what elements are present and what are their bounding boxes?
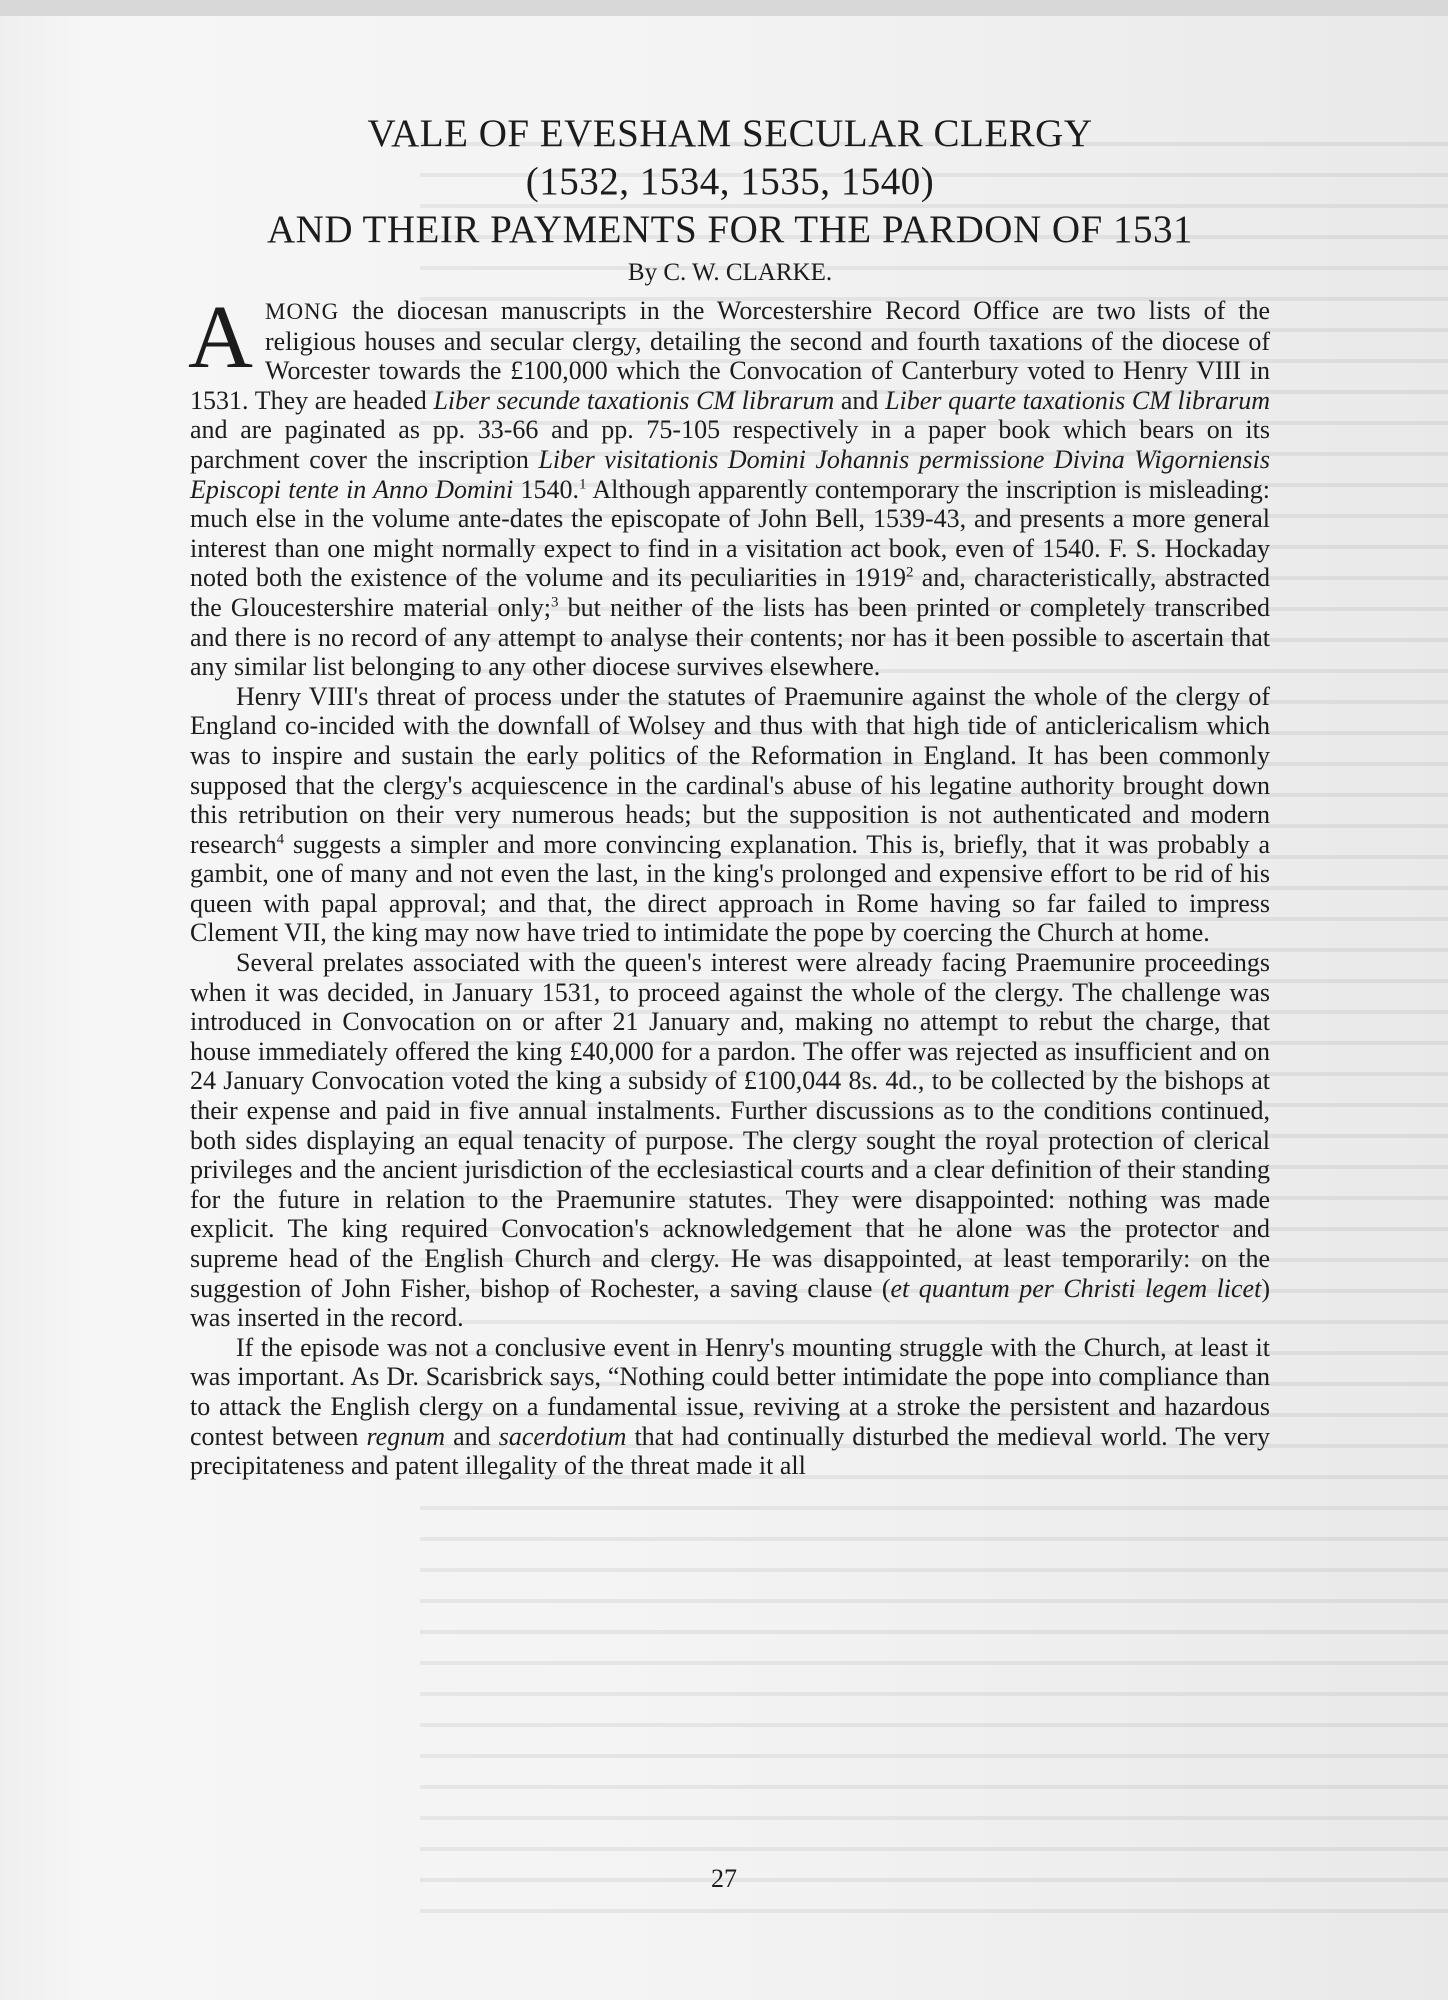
footnote-ref: 1 <box>579 475 587 492</box>
text: Henry VIII's threat of process under the statutes of Praemunire against the whole of the clergy of England co-incided with the downfall of Wolsey and thus with that high tide of anticlericalism which was to inspire and sustain the early politics of the Reformation in England. It has been commonly supposed that the clergy's acquiescence in the cardinal's abuse of his legatine authority brought down this retribution on their very numerous heads; but the supposition is not authenticated and modern research <box>190 681 1270 859</box>
scan-top-edge <box>0 0 1448 16</box>
paragraph-4 <box>190 1333 1270 1481</box>
article-title-line-2: (1532, 1534, 1535, 1540) <box>525 160 935 203</box>
text: and <box>834 385 886 415</box>
latin-title: Liber secunde taxationis CM librarum <box>433 385 835 415</box>
latin-phrase: et quantum per Christi legem licet <box>890 1273 1262 1303</box>
text: that had continually disturbed the medieval world. The very precipitateness and patent illegality of the threat made it all <box>190 1421 1271 1481</box>
text: and, characteristically, abstracted the Gloucestershire material only; <box>190 563 1270 622</box>
article-body <box>188 288 1271 1481</box>
text: If the episode was not a conclusive event in Henry's mounting struggle with the Church, at least it was important. As Dr. Scarisbrick says, “Nothing could better intimidate the pope into compliance than to attack the English clergy on a fundamental issue, reviving at a stroke the persistent and hazardous contest between <box>190 1332 1270 1451</box>
latin-inscription: Liber visitationis Domini Johannis permissione Divina Wigorniensis Episcopi tente in Anno Domini <box>190 444 1270 504</box>
drop-cap: A <box>188 288 253 387</box>
article-title-line-1: VALE OF EVESHAM SECULAR CLERGY <box>367 112 1093 155</box>
text: Several prelates associated with the queen's interest were already facing Praemunire proceedings when it was decided, in January 1531, to proceed against the whole of the clergy. The challenge was introduced in Convocation on or after 21 January and, making no attempt to rebut the charge, that house immediately offered the king £40,000 for a pardon. The offer was rejected as insufficient and on 24 January Convocation voted the king a subsidy of £100,044 8s. 4d., to be collected by the bishops at their expense and paid in five annual instalments. Further discussions as to the conditions continued, both sides displaying an equal tenacity of purpose. The clergy sought the royal protection of clerical privileges and the ancient jurisdiction of the ecclesiastical courts and a clear definition of their standing for the future in relation to the Praemunire statutes. They were disappointed: nothing was made explicit. The king required Convocation's acknowledgement that he alone was the protector and supreme head of the English Church and clergy. He was disappointed, at least temporarily: on the suggestion of John Fisher, bishop of Rochester, a saving clause ( <box>190 948 1270 1303</box>
text: the diocesan manuscripts in the Worcestershire Record Office are two lists of the religious houses and secular clergy, detailing the second and fourth taxations of the diocese of Worcester towards the £100,000 which the Convocation of Canterbury voted to Henry VIII in 1531. They are headed <box>190 296 1270 415</box>
latin-term: sacerdotium <box>498 1421 627 1451</box>
latin-title: Liber quarte taxationis CM librarum <box>885 385 1270 415</box>
paragraph-1 <box>188 288 1271 682</box>
article-title-line-3: AND THEIR PAYMENTS FOR THE PARDON OF 1531 <box>267 208 1193 251</box>
byline: By C. W. CLARKE. <box>627 259 833 286</box>
latin-term: regnum <box>366 1421 445 1451</box>
lead-word: MONG <box>265 299 340 324</box>
footnote-ref: 2 <box>905 564 914 581</box>
text: and <box>444 1421 499 1451</box>
paragraph-3 <box>190 948 1270 1333</box>
text: Although apparently contemporary the inscription is misleading: much else in the volume ante-dates the episcopate of John Bell, 1539-43, and presents a more general interest than one might normally expect to find in a visitation act book, even of 1540. F. S. Hockaday noted both the existence of the volume and its peculiarities in 1919 <box>190 474 1271 593</box>
text: suggests a simpler and more convincing explanation. This is, briefly, that it was probably a gambit, one of many and not even the last, in the king's prolonged and expensive effort to be rid of his queen with papal approval; and that, the direct approach in Rome having so far failed to impress Clement VII, the king may now have tried to intimidate the pope by coercing the Church at home. <box>190 829 1270 948</box>
text: but neither of the lists has been printed or completely transcribed and there is no record of any attempt to analyse their contents; nor has it been possible to ascertain that any similar list belonging to any other diocese survives elsewhere. <box>190 592 1271 682</box>
text: ) was inserted in the record. <box>190 1273 1270 1333</box>
footnote-ref: 4 <box>276 831 285 848</box>
text: and are paginated as pp. 33-66 and pp. 75-105 respectively in a paper book which bears on its parchment cover the inscription <box>190 415 1270 474</box>
footnote-ref: 3 <box>551 594 559 611</box>
text: 1540. <box>513 474 580 504</box>
paragraph-2 <box>190 682 1270 948</box>
article-column <box>190 110 1270 1481</box>
page-number: 27 <box>711 1864 737 1893</box>
